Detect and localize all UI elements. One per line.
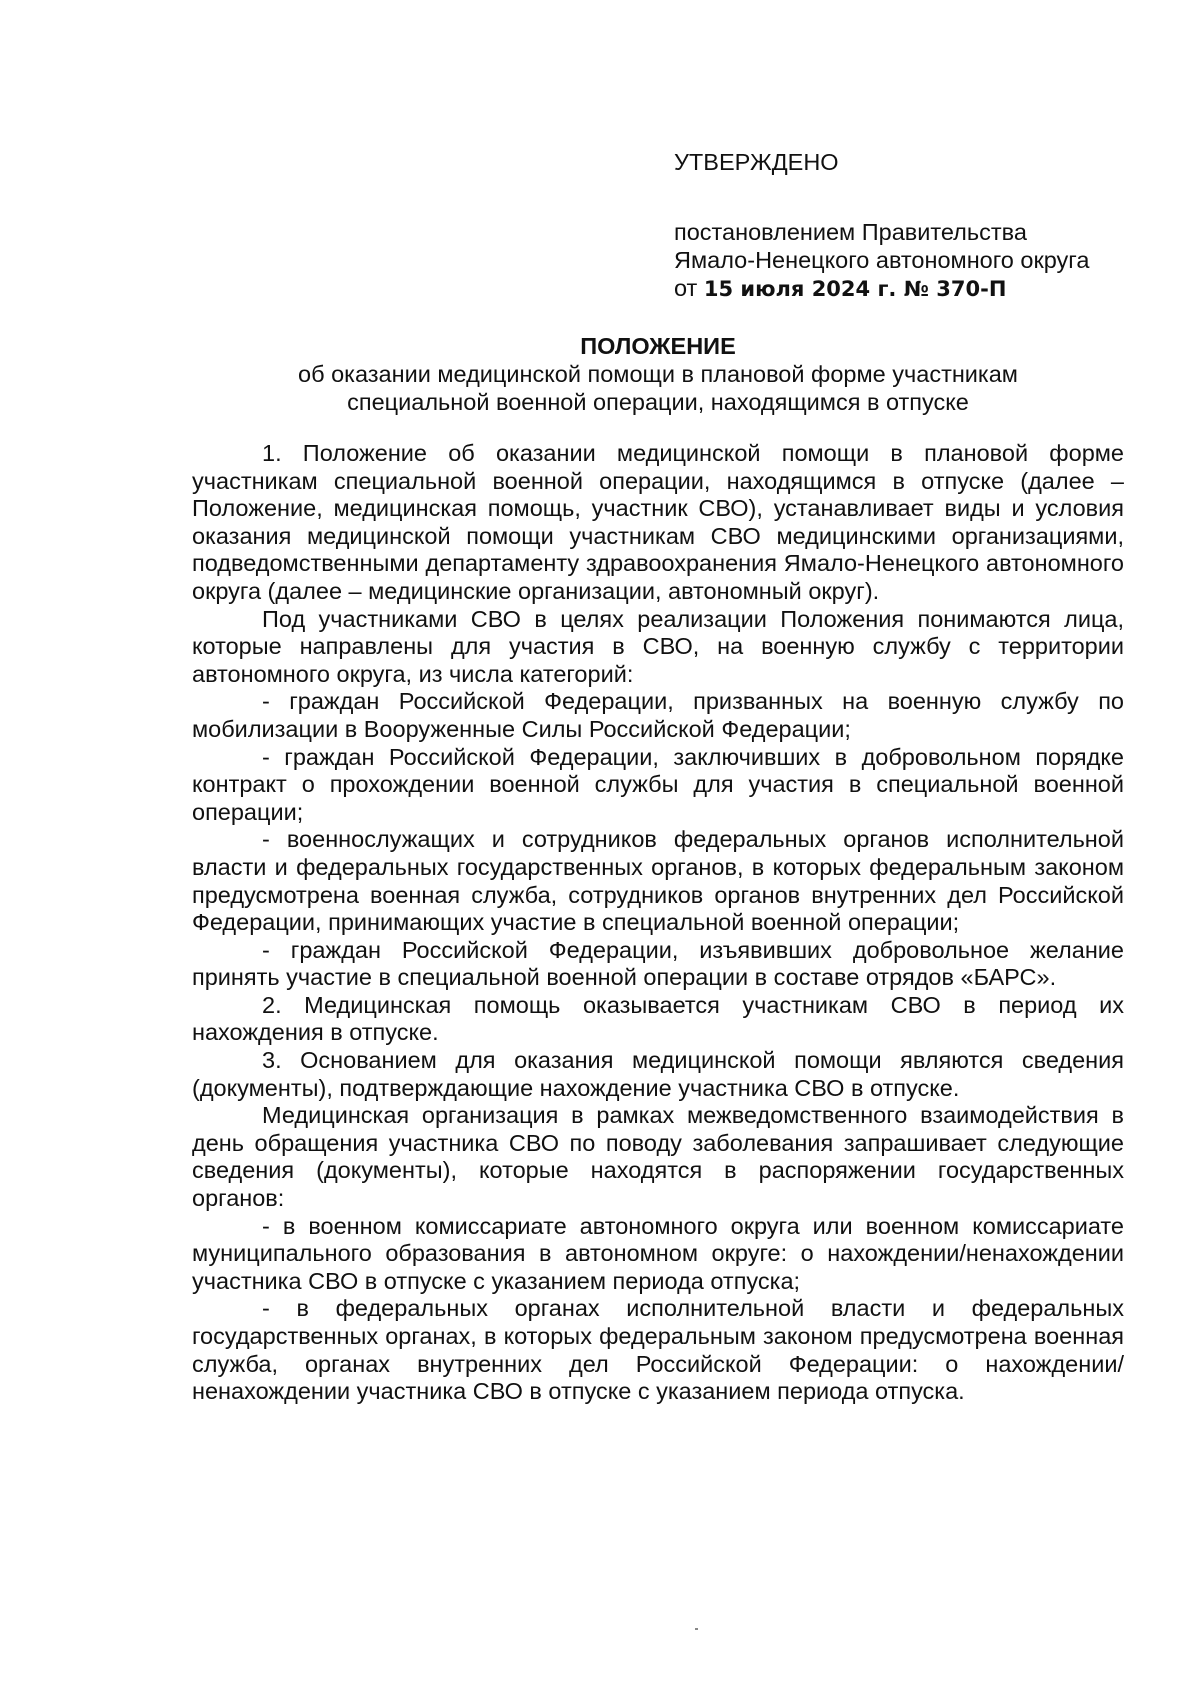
approval-date-line [674,274,1089,303]
paragraph-4: 3. Основанием для оказания медицинской помощи являются сведения (документы), подтверждающие нахождение участника СВО в отпуске. [192,1047,1124,1101]
paragraph-3: 2. Медицинская помощь оказывается участникам СВО в период их нахождения в отпуске. [192,991,1124,1046]
document-subtitle: об оказании медицинской помощи в плановой форме участникам специальной военной операции, находящимся в отпуске [298,361,1018,415]
approval-line-1: постановлением Правительства [674,219,1027,245]
document-body [192,440,1124,1406]
approval-date-prefix: от [674,275,698,301]
title-block [192,332,1124,416]
list-item-bars: - граждан Российской Федерации, изъявивших добровольное желание принять участие в специальной военной операции в составе отрядов «БАРС». [192,936,1124,991]
list-item-commissariat: - в военном комиссариате автономного округа или военном комиссариате муниципального образования в автономном округе: о нахождении/ненахождении участника СВО в отпуске с указанием периода отпуска; [192,1212,1124,1294]
approved-label: УТВЕРЖДЕНО [674,149,839,175]
paragraph-5: Медицинская организация в рамках межведомственного взаимодействия в день обращения участника СВО по поводу заболевания запрашивает следующие сведения (документы), которые находятся в распоряжении государственных органов: [192,1102,1124,1212]
paragraph-2: Под участниками СВО в целях реализации Положения понимаются лица, которые направлены для участия в СВО, на военную службу с территории автономного округа, из числа категорий: [192,605,1124,687]
list-item-federal-organs: - в федеральных органах исполнительной власти и федеральных государственных органах, в которых федеральным законом предусмотрена военная служба, органах внутренних дел Российской Федерации: о нахождении/ненахождении участника СВО в отпуске с указанием периода отпуска. [192,1295,1124,1405]
document-title: ПОЛОЖЕНИЕ [580,333,736,359]
paragraph-1: 1. Положение об оказании медицинской помощи в плановой форме участникам специальной военной операции, находящимся в отпуске (далее – Положение, медицинская помощь, участник СВО), устанавливает виды и условия оказания медицинской помощи участникам СВО медицинскими организациями, подведомственными департаменту здравоохранения Ямало-Ненецкого автономного округа (далее – медицинские организации, автономный округ). [192,440,1124,604]
approval-block [674,148,1089,303]
list-item-mobilized: - граждан Российской Федерации, призванных на военную службу по мобилизации в Вооруженные Силы Российской Федерации; [192,688,1124,742]
approval-line-2: Ямало-Ненецкого автономного округа [674,247,1090,273]
list-item-contract: - граждан Российской Федерации, заключивших в добровольном порядке контракт о прохождении военной службы для участия в специальной военной операции; [192,743,1124,825]
list-item-servicemen: - военнослужащих и сотрудников федеральных органов исполнительной власти и федеральных государственных органов, в которых федеральным законом предусмотрена военная служба, сотрудников органов внутренних дел Российской Федерации, принимающих участие в специальной военной операции; [192,826,1124,936]
approval-date-value: 15 июля 2024 г. № 370-П [703,277,1007,301]
scan-speck [695,1628,698,1630]
